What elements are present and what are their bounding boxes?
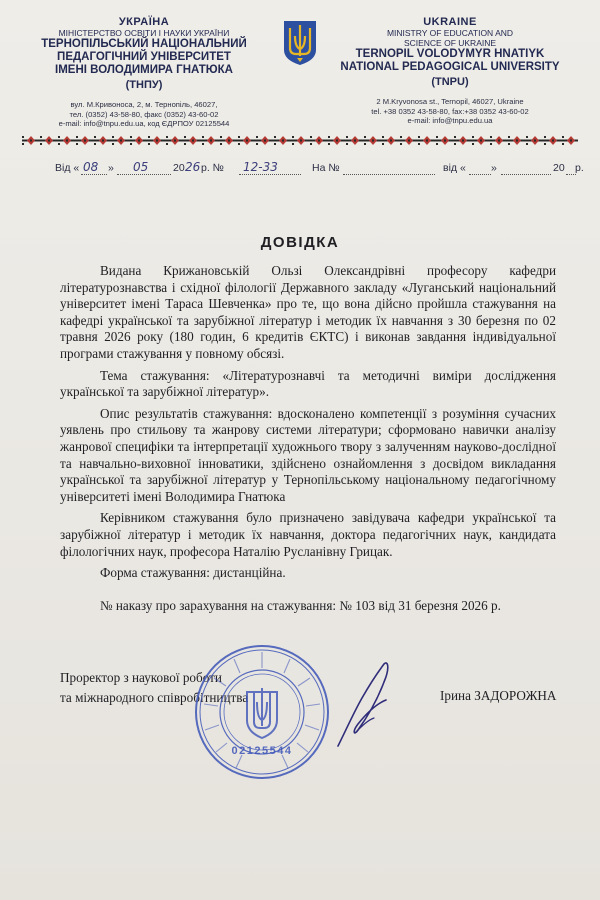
paragraph-order-number: № наказу про зарахування на стажування: № 103 від 31 березня 2026 р. [100,597,501,613]
paragraph-results: Опис результатів стажування: вдосконалено компетенції з розуміння сучасних уявлень про стильову та жанрову системи літератури; сформовано навички аналізу жанрової специфіки та інтерпретації художнього твору з залученням науково-дослідної та навчально-виховної інноватики, здійснено ознайомлення з досвідом викладання української та зарубіжної літератур у Тернопільському національному педагогічному університеті імені Володимира Гнатюка [60,405,556,504]
header-university-en-line2: NATIONAL PEDAGOGICAL UNIVERSITY [340,61,560,73]
ref-day-handwritten: 08 [83,160,99,174]
ref-from-label: Від « [55,162,80,174]
signatory-position-line1: Проректор з наукової роботи [60,670,222,685]
header-country-ua: УКРАЇНА [118,16,170,28]
ref-year-prefix: 20 [173,162,185,174]
ref-number-handwritten: 12-33 [243,160,278,174]
header-university-ua-line2: ПЕДАГОГІЧНИЙ УНІВЕРСИТЕТ [57,51,231,63]
header-phone-ua: тел. (0352) 43-58-80, факс (0352) 43-60-02 [69,109,219,119]
header-phone-en: tel. +38 0352 43-58-80, fax:+38 0352 43-60-02 [371,106,529,116]
header-ministry-ua: МІНІСТЕРСТВО ОСВІТИ І НАУКИ УКРАЇНИ [58,28,230,38]
header-email-en: e-mail: info@tnpu.edu.ua [407,116,493,125]
paragraph-internship-topic: Тема стажування: «Літературознавчі та методичні виміри дослідження української та зарубіжної літератур». [60,367,556,400]
header-ministry-en-line2: SCIENCE OF UKRAINE [403,38,497,48]
header-email-ua: e-mail: info@tnpu.edu.ua, код ЄДРПОУ 02125544 [58,119,230,128]
header-university-ua-line1: ТЕРНОПІЛЬСЬКИЙ НАЦІОНАЛЬНИЙ [41,38,247,50]
ref-to-label: На № [312,162,340,174]
handwritten-signature-mark [328,660,408,750]
header-ministry-en-line1: MINISTRY OF EDUCATION AND [386,28,514,38]
header-right-english [330,16,570,126]
header-address-en: 2 M.Kryvonosa st., Ternopil, 46027, Ukraine [376,97,524,106]
signatory-position-line2: та міжнародного співробітництва [60,690,249,705]
header-abbr-en: (TNPU) [431,76,469,88]
signatory-name: Ірина ЗАДОРОЖНА [440,688,557,703]
paragraph-supervisor: Керівником стажування було призначено завідувача кафедри української та зарубіжної літератур і методик їх навчання, доктора педагогічних наук, кандидата філологічних наук, професора Наталію Русланівну Грицак. [60,510,556,559]
header-university-en-line1: TERNOPIL VOLODYMYR HNATIYK [355,48,545,60]
ref-year-blank-suffix: р. [575,162,584,174]
paragraph-issued-to: Видана Крижановській Ользі Олександрівні професору кафедри літературознавства і східної філології Державного закладу «Луганський національний університет імені Тараса Шевченка» про те, що вона дійсно пройшла стажування на кафедрі української та зарубіжної літератур і методик їх навчання з 30 березня по 02 травня 2026 року (180 годин, 6 кредитів ЄКТС) і виконав завдання індивідуальної програми стажування у повному обсязі. [60,263,556,361]
ref-date-close: » [491,162,497,174]
ref-year-suffix: р. № [201,162,224,174]
official-round-stamp [192,642,332,782]
ref-year-handwritten: 26 [185,160,201,174]
header-university-ua-line3: ІМЕНІ ВОЛОДИМИРА ГНАТЮКА [55,64,233,76]
ref-year-blank: 20 [553,162,565,174]
embroidery-ornament-divider [22,136,578,145]
document-title: ДОВІДКА [260,234,340,251]
header-country-en: UKRAINE [423,16,477,28]
reference-line [55,160,585,180]
header-address-ua: вул. М.Кривоноса, 2, м. Тернопіль, 46027, [70,100,218,109]
coat-of-arms-icon [283,20,317,66]
ref-date-label: від « [443,162,466,174]
header-left-ukrainian [24,16,264,129]
stamp-code: 02125544 [231,745,293,757]
ref-quote-close: » [108,162,114,174]
paragraph-form: Форма стажування: дистанційна. [100,565,286,581]
ref-month-handwritten: 05 [133,160,149,174]
header-abbr-ua: (ТНПУ) [125,79,163,91]
document-body [60,263,556,619]
